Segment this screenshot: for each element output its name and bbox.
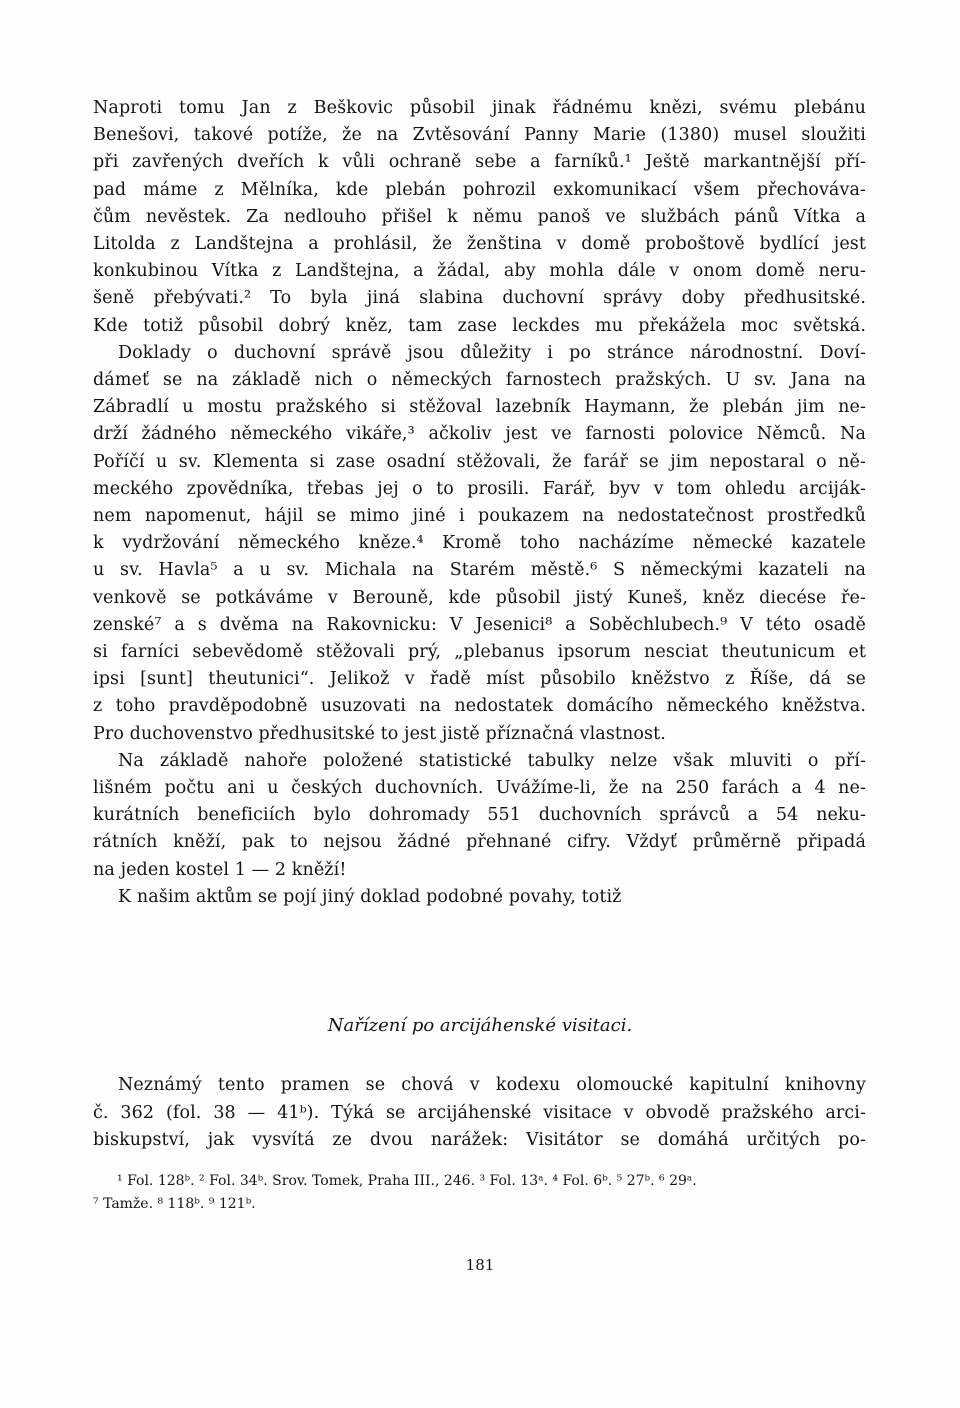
text-line: lišném počtu ani u českých duchovních. Uvážíme-li, že na 250 farách a 4 ne-: [93, 778, 866, 798]
text-line: biskupství, jak vysvítá ze dvou narážek: Visitátor se domáhá určitých po-: [93, 1130, 866, 1150]
page-number: 181: [465, 1256, 495, 1274]
footnote-line: ⁷ Tamže. ⁸ 118ᵇ. ⁹ 121ᵇ.: [93, 1196, 256, 1212]
text-line: na jeden kostel 1 — 2 kněží!: [93, 860, 347, 880]
text-line: Benešovi, takové potíže, že na Zvtěsování Panny Marie (1380) musel sloužiti: [93, 125, 866, 145]
text-line: č. 362 (fol. 38 — 41ᵇ). Týká se arcijáhenské visitace v obvodě pražského arci-: [93, 1103, 866, 1123]
text-line: ipsi [sunt] theutunici“. Jelikož v řadě míst působilo kněžstvo z Říše, dá se: [93, 669, 866, 689]
text-line: meckého zpovědníka, třebas jej o to prosili. Farář, byv v tom ohledu arciják-: [93, 479, 866, 499]
text-line: kurátních beneficiích bylo dohromady 551 duchovních správců a 54 neku-: [93, 805, 866, 825]
text-line: Litolda z Landštejna a prohlásil, že ženština v domě proboštově bydlící jest: [93, 234, 866, 254]
text-line: Pro duchovenstvo předhusitské to jest jistě příznačná vlastnost.: [93, 724, 666, 744]
text-line: šeně přebývati.² To byla jiná slabina duchovní správy doby předhusitské.: [93, 288, 866, 308]
text-line: si farníci sebevědomě stěžovali prý, „plebanus ipsorum nesciat theutunicum et: [93, 642, 866, 662]
text-line: venkově se potkáváme v Berouně, kde působil jistý Kuneš, kněz diecése ře-: [93, 588, 866, 608]
text-line: Doklady o duchovní správě jsou důležity i po stránce národnostní. Doví-: [118, 343, 866, 363]
text-line: Kde totiž působil dobrý kněz, tam zase leckdes mu překážela moc světská.: [93, 316, 866, 336]
text-line: Poříčí u sv. Klementa si zase osadní stěžovali, že farář se jim nepostaral o ně-: [93, 452, 866, 472]
text-line: konkubinou Vítka z Landštejna, a žádal, aby mohla dále v onom domě neru-: [93, 261, 866, 281]
section-heading: Nařízení po arcijáhenské visitaci.: [327, 1015, 633, 1036]
text-line: rátních kněží, pak to nejsou žádné přehnané cifry. Vždyť průměrně připadá: [93, 832, 866, 852]
text-line: drží žádného německého vikáře,³ ačkoliv jest ve farnosti polovice Němců. Na: [93, 424, 866, 444]
text-line: Na základě nahoře položené statistické tabulky nelze však mluviti o pří-: [118, 751, 866, 771]
text-line: Naproti tomu Jan z Beškovic působil jinak řádnému knězi, svému plebánu: [93, 98, 866, 118]
text-line: čům nevěstek. Za nedlouho přišel k němu panoš ve službách pánů Vítka a: [93, 207, 866, 227]
text-line: pad máme z Mělníka, kde plebán pohrozil exkomunikací všem přechováva-: [93, 180, 866, 200]
text-line: u sv. Havla⁵ a u sv. Michala na Starém městě.⁶ S německými kazateli na: [93, 560, 866, 580]
text-line: K našim aktům se pojí jiný doklad podobné povahy, totiž: [118, 887, 622, 907]
text-line: Neznámý tento pramen se chová v kodexu olomoucké kapitulní knihovny: [118, 1075, 866, 1095]
text-line: nem napomenut, hájil se mimo jiné i poukazem na nedostatečnost prostředků: [93, 506, 866, 526]
text-line: dámeť se na základě nich o německých farnostech pražských. U sv. Jana na: [93, 370, 866, 390]
footnote-line: ¹ Fol. 128ᵇ. ² Fol. 34ᵇ. Srov. Tomek, Praha III., 246. ³ Fol. 13ᵃ. ⁴ Fol. 6ᵇ. ⁵ 27ᵇ. ⁶ 29ᵃ.: [117, 1173, 697, 1189]
text-line: z toho pravděpodobně usuzovati na nedostatek domácího německého kněžstva.: [93, 696, 866, 716]
text-line: zenské⁷ a s dvěma na Rakovnicku: V Jesenici⁸ a Soběchlubech.⁹ V této osadě: [93, 615, 866, 635]
text-line: k vydržování německého kněze.⁴ Kromě toho nacházíme německé kazatele: [93, 533, 866, 553]
text-line: při zavřených dveřích k vůli ochraně sebe a farníků.¹ Ještě markantnější pří-: [93, 152, 866, 172]
text-line: Zábradlí u mostu pražského si stěžoval lazebník Haymann, že plebán jim ne-: [93, 397, 866, 417]
